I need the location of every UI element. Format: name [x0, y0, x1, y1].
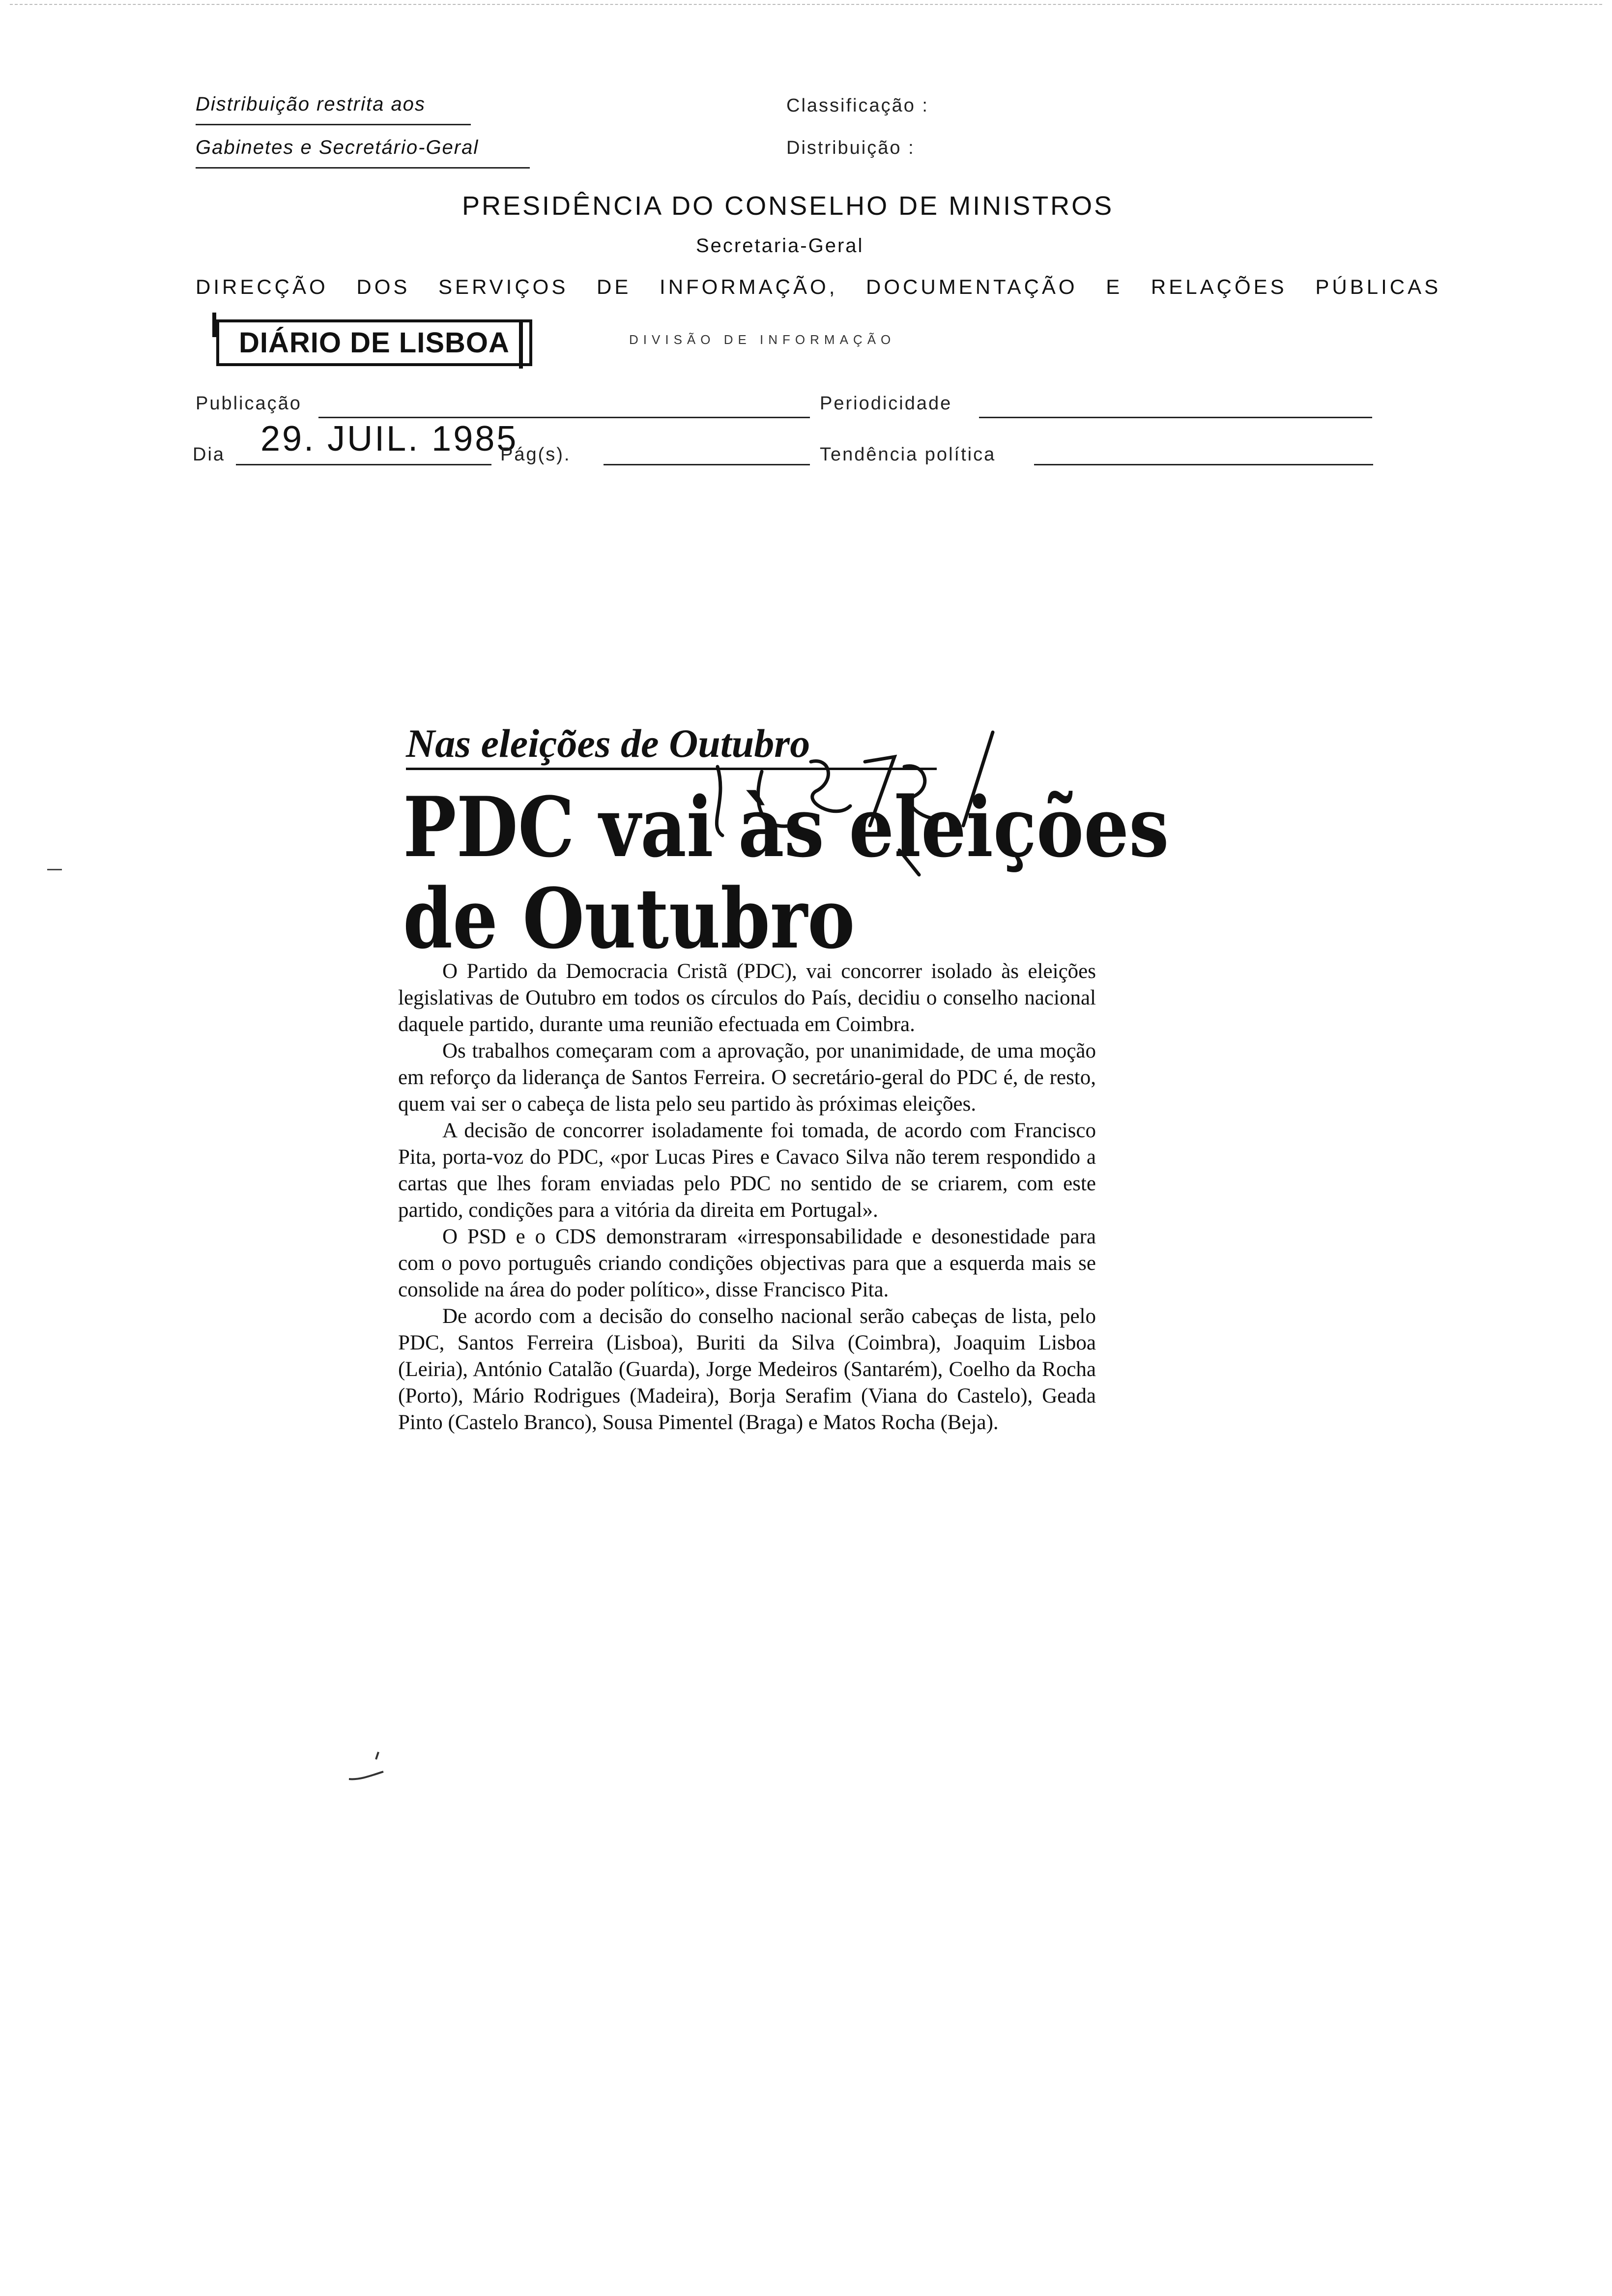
scan-edge-mark: [10, 4, 1602, 5]
political-tendency-label: Tendência política: [820, 444, 996, 465]
date-field-line: [236, 464, 491, 465]
publication-field-line: [318, 417, 810, 418]
article-paragraph: De acordo com a decisão do conselho nacional serão cabeças de lista, pelo PDC, Santos Ferreira (Lisboa), Buriti da Silva (Coimbra), Joaquim Lisboa (Leiria), António Catalão (Guarda), Jorge Medeiros (Santarém), Coelho da Rocha (Porto), Mário Rodrigues (Madeira), Borja Serafim (Viana do Castelo), Geada Pinto (Castelo Branco), Sousa Pimentel (Braga) e Matos Rocha (Beja).: [398, 1305, 1096, 1434]
restricted-distribution-line1: Distribuição restrita aos: [196, 93, 426, 115]
header-underline-1: [196, 124, 471, 125]
header-underline-2: [196, 167, 530, 169]
publication-label: Publicação: [196, 393, 302, 414]
article-paragraph: A decisão de concorrer isoladamente foi tomada, de acordo com Francisco Pita, porta-voz do PDC, «por Lucas Pires e Cavaco Silva não terem respondido a cartas que lhes foram enviadas pelo PDC no sentido de se criarem, com este partido, condições para a vitória da direita em Portugal».: [398, 1119, 1096, 1222]
stamp-corner-mark: [212, 313, 216, 337]
stamp-corner-mark: [519, 319, 523, 369]
scan-stray-mark: [339, 1750, 393, 1789]
date-value: 29. JUIL. 1985: [260, 419, 518, 459]
scan-stray-mark: [47, 869, 62, 870]
article-paragraph: O Partido da Democracia Cristã (PDC), vai concorrer isolado às eleições legislativas de Outubro em todos os círculos do País, decidiu o conselho nacional daquele partido, durante uma reunião efectuada em Coimbra.: [398, 960, 1096, 1036]
day-label: Dia: [193, 444, 226, 465]
periodicity-label: Periodicidade: [820, 393, 952, 414]
pages-label: Pág(s).: [500, 444, 571, 465]
classification-label: Classificação :: [786, 95, 929, 116]
presidency-title: PRESIDÊNCIA DO CONSELHO DE MINISTROS: [462, 191, 1114, 221]
restricted-distribution-line2: Gabinetes e Secretário-Geral: [196, 137, 479, 158]
article-paragraph: O PSD e o CDS demonstraram «irresponsabilidade e desonestidade para com o povo português criando condições objectivas para que a esquerda mais se consolide na área do poder político», disse Francisco Pita.: [398, 1225, 1096, 1301]
secretariat-title: Secretaria-Geral: [696, 235, 864, 257]
division-title: DIVISÃO DE INFORMAÇÃO: [629, 332, 896, 347]
article-kicker: Nas eleições de Outubro: [406, 721, 810, 766]
newspaper-stamp: DIÁRIO DE LISBOA: [216, 319, 532, 366]
article-headline-line1: PDC vai às eleições: [403, 778, 1169, 876]
article-headline-line2: de Outubro: [403, 870, 855, 967]
directorate-title: DIRECÇÃO DOS SERVIÇOS DE INFORMAÇÃO, DOCUMENTAÇÃO E RELAÇÕES PÚBLICAS: [196, 275, 1441, 298]
tendency-field-line: [1034, 464, 1373, 465]
article-paragraph: Os trabalhos começaram com a aprovação, por unanimidade, de uma moção em reforço da liderança de Santos Ferreira. O secretário-geral do PDC é, de resto, quem vai ser o cabeça de lista pelo seu partido às próximas eleições.: [398, 1039, 1096, 1116]
pages-field-line: [604, 464, 810, 465]
distribution-label: Distribuição :: [786, 138, 915, 158]
handwritten-annotation-scribble: [688, 727, 1032, 890]
periodicity-field-line: [979, 417, 1372, 418]
article-body: [398, 958, 1096, 1436]
